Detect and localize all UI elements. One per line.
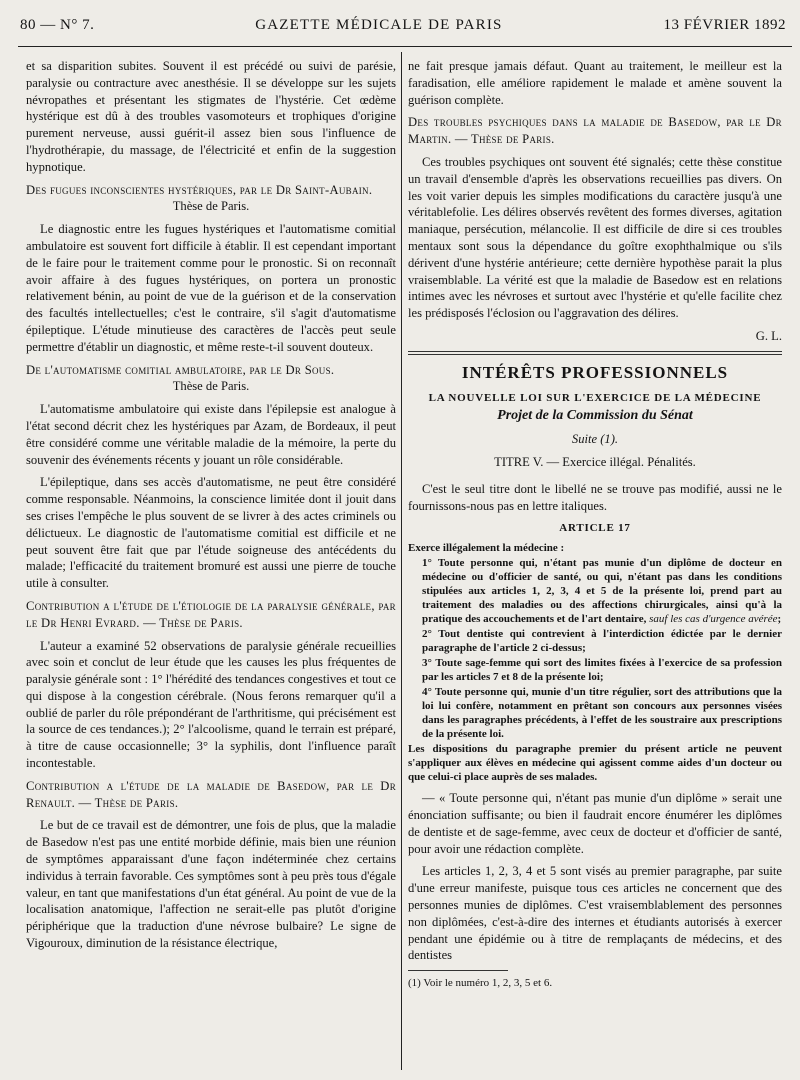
- subsection-subheading: Projet de la Commission du Sénat: [497, 408, 693, 424]
- paragraph: C'est le seul titre dont le libellé ne se trouve pas modifié, aussi ne le fournissons-nous pas en lettre italiques.: [408, 481, 782, 513]
- law-line: Exerce illégalement la médecine :: [408, 542, 565, 555]
- title-text: Des troubles psychiques dans la maladie de Basedow, par le Dr Martin. — Thèse de Paris.: [408, 115, 782, 147]
- right-column: [408, 58, 782, 998]
- law-text: [408, 541, 782, 784]
- section-rule: [408, 351, 782, 355]
- title-text: Contribution a l'étude de la maladie de Basedow, par le Dr Renault. — Thèse de Paris.: [26, 778, 396, 810]
- paragraph: L'automatisme ambulatoire qui existe dans l'épilepsie est analogue à l'état second décrit chez les hystériques par Azam, de Bordeaux, il peut être considéré comme une véritable maladie de la mémoire, la perte du souvenir des événements récents y jouant un rôle considérable.: [26, 402, 396, 467]
- title-subtext: Thèse de Paris.: [172, 199, 250, 214]
- issue-date: 13 FÉVRIER 1892: [663, 16, 786, 33]
- title-heading: TITRE V. — Exercice illégal. Pénalités.: [494, 454, 696, 469]
- article-heading: ARTICLE 17: [559, 522, 631, 535]
- footnote: (1) Voir le numéro 1, 2, 3, 5 et 6.: [408, 977, 553, 990]
- title-text: Contribution a l'étude de l'étiologie de la paralysie générale, par le Dr Henri Evrard. — Thèse de Paris.: [26, 598, 396, 630]
- law-line: 4° Toute personne qui, munie d'un titre régulier, sort des attributions que la loi lui confère, notamment en prêtant son concours aux personnes visées dans les paragraphes précédents, à l'effet de les soustraire aux prescriptions de la présente loi.: [422, 686, 782, 741]
- page-header: [20, 12, 786, 38]
- paragraph: Le diagnostic entre les fugues hystériques et l'automatisme comitial ambulatoire est souvent fort difficile à établir. Il est cependant important de le faire pour le traitement comme pour le pronostic. Si on reconnaît avoir affaire à des fugues hystériques, on portera un pronostic relativement bénin, au point de vue de la guérison et de la conservation des facultés intellectuelles; c'est le contraire, s'il s'agit d'automatisme épileptique. L'étude minutieuse des caractères de l'accès peut seule permettre d'établir un diagnostic, et même reste-t-il souvent douteux.: [26, 222, 396, 354]
- law-line: 3° Toute sage-femme qui sort des limites fixées à l'exercice de sa profession par les articles 7 et 8 de la présente loi;: [422, 657, 782, 684]
- title-text: De l'automatisme comitial ambulatoire, par le Dr Sous.: [26, 362, 335, 377]
- paragraph: ne fait presque jamais défaut. Quant au traitement, le meilleur est la faradisation, elle améliore rapidement le malade et amène souvent la guérison complète.: [408, 59, 782, 107]
- continuation-note: Suite (1).: [571, 432, 619, 447]
- paragraph: L'auteur a examiné 52 observations de paralysie générale recueillies avec soin et conclut de leur étude que les causes les plus fréquentes de paralysie générale sont : 1° l'hérédité des tendances congestives et tout ce qui dispose à la congestion cérébrale. (Nous ferons remarquer qu'il a oublié de parler du rôle prépondérant de l'arthritisme, qui précisément est la source de ces tendances.); 2° l'alcoolisme, quand le terrain est préparé, à titre de cause occasionnelle; 3° la syphilis, dont l'influence paraît incontestable.: [26, 638, 396, 771]
- law-line: Les dispositions du paragraphe premier du présent article ne peuvent s'appliquer aux élèves en médecine qui agissent comme aides d'un docteur ou que celui-ci place auprès de ses malades.: [408, 743, 782, 784]
- subsection-heading: LA NOUVELLE LOI SUR L'EXERCICE DE LA MÉDECINE: [428, 391, 762, 404]
- paragraph: — « Toute personne qui, n'étant pas munie d'un diplôme » serait une énonciation suffisante; ou bien il faudrait encore énumérer les diplômes de dentiste et de sage-femme, avec ceux de docteur et d'officier de santé, pour avoir une rédaction complète.: [408, 791, 782, 856]
- article-title: [26, 362, 396, 396]
- journal-title: GAZETTE MÉDICALE DE PARIS: [255, 16, 503, 33]
- paragraph: Le but de ce travail est de démontrer, une fois de plus, que la maladie de Basedow n'est pas une entité morbide définie, mais bien une réunion de symptômes apparaissant d'une façon indéterminée chez certains individus à terrain favorable. Ces symptômes sont à peu près tous d'égale valeur, en tant que manifestations d'un état général. Au point de vue de la localisation anatomique, l'affection ne serait-elle pas plutôt d'origine périphérique que la traduction d'une névrose bulbaire? Le signe de Vigouroux, diminution de la résistance électrique,: [26, 818, 396, 951]
- left-column: [26, 58, 396, 958]
- paragraph: Les articles 1, 2, 3, 4 et 5 sont visés au premier paragraphe, par suite d'une erreur manifeste, puisque tous ces articles ne concernent que des personnes munies de diplômes. C'est vraisemblablement des personnes non diplômées, c'est-à-dire des internes et étudiants autorisés à exercer pendant une épidémie ou à titre de remplaçants de médecins, et des dentistes: [408, 864, 782, 963]
- article-title: [26, 182, 396, 216]
- title-text: Des fugues inconscientes hystériques, par le Dr Saint-Aubain.: [26, 182, 373, 197]
- article-title: [408, 114, 782, 148]
- article-title: [26, 598, 396, 632]
- paragraph: Ces troubles psychiques ont souvent été signalés; cette thèse constitue un travail d'ensemble d'après les observations recueillies pas divers. On les voit varier depuis les simples modifications du caractère jusqu'à une véritablefolie. Les délires observés revêtent des formes diverses, agitation maniaque, persécution, mélancolie. Il est difficile de dire si ces troubles mentaux sont sous la dépendance du goître exophthalmique ou s'ils dérivent d'une hystérie antérieure; cette dernière hypothèse parait la plus vraisemblable. La vérité est que la maladie de Basedow est en relations intimes avec les névroses et surtout avec l'hystérie et qu'elle facilite chez les prédisposés l'éclosion ou l'aggravation des délires.: [408, 154, 782, 321]
- paragraph: et sa disparition subites. Souvent il est précédé ou suivi de parésie, paralysie ou contracture avec anesthésie. Il se développe sur les sujets névropathes et présentant les stigmates de l'hystérie. Cet œdème hystérique est dû à des troubles vasomoteurs et trophiques d'origine purement nerveuse, aussi guérit-il assez bien sous l'influence de l'hydrothérapie, du massage, de l'électricité et enfin de la suggestion hypnotique.: [26, 59, 396, 174]
- section-heading: INTÉRÊTS PROFESSIONNELS: [461, 362, 729, 382]
- title-subtext: Thèse de Paris.: [172, 379, 250, 394]
- law-line: 1° Toute personne qui, n'étant pas munie d'un diplôme de docteur en médecine ou d'officier de santé, ou qui, n'étant pas dans les conditions stipulées aux articles 1, 2, 3, 4 et 5 de la présente loi, prend part au traitement des maladies ou des affections chirurgicales, ainsi qu'à la pratique des accouchements et de l'art dentaire, sauf les cas d'urgence avérée;: [422, 557, 782, 626]
- page-number: 80 — N° 7.: [20, 16, 95, 33]
- header-rule: [18, 46, 792, 47]
- paragraph: L'épileptique, dans ses accès d'automatisme, ne peut être considéré comme responsable. Néanmoins, la conscience limitée dont il jouit dans ses crises l'empêche le plus souvent de se livrer à des actes criminels ou délictueux. Le diagnostic de l'automatisme comitial est difficile et ne peut souvent être fait que par l'étude soigneuse des antécédents du malade; l'efficacité du traitement bromuré est aussi une pierre de touche utile à consulter.: [26, 475, 396, 591]
- footnote-rule: [408, 970, 508, 971]
- law-line: 2° Tout dentiste qui contrevient à l'interdiction édictée par le dernier paragraphe de l'article 2 ci-dessus;: [422, 628, 782, 655]
- signature: G. L.: [755, 328, 782, 343]
- column-divider: [401, 52, 402, 1070]
- article-title: [26, 778, 396, 812]
